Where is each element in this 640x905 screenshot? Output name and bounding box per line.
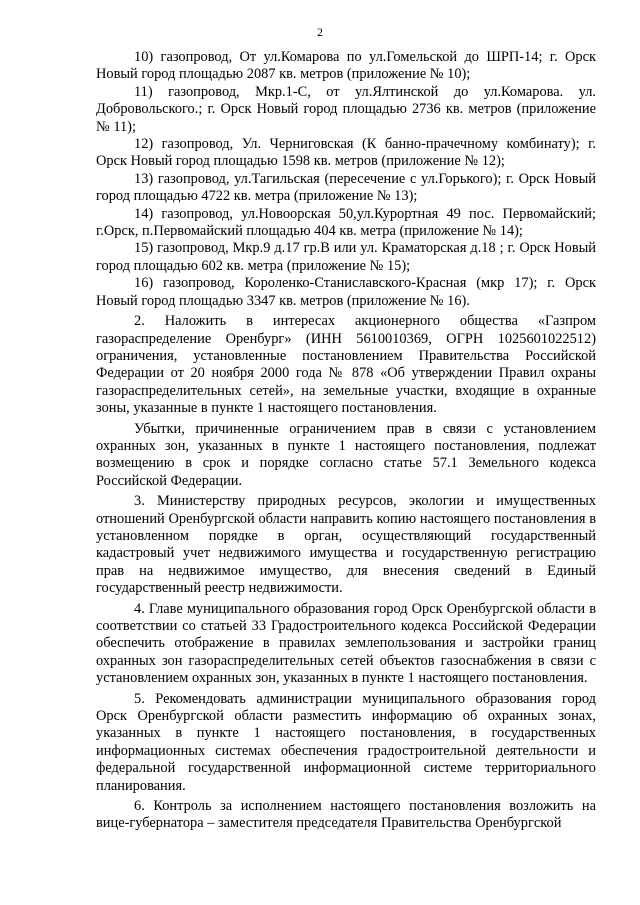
- document-body: [96, 49, 596, 833]
- list-item-14: 14) газопровод, ул.Новоорская 50,ул.Курортная 49 пос. Первомайский; г.Орск, п.Первомайский площадью 404 кв. метра (приложение № 14);: [96, 205, 596, 240]
- clause-5: 5. Рекомендовать администрации муниципального образования город Орск Оренбургской области разместить информацию об охранных зонах, указанных в пункте 1 настоящего постановления, в государственных информационных системах обеспечения градостроительной деятельности и федеральной государственной информационной системе территориального планирования.: [96, 690, 596, 794]
- list-item-12: 12) газопровод, Ул. Черниговская (К банно-прачечному комбинату); г. Орск Новый город площадью 1598 кв. метров (приложение № 12);: [96, 136, 596, 170]
- clause-2: 2. Наложить в интересах акционерного общества «Газпром газораспределение Оренбург» (ИНН 5610010369, ОГРН 1025601022512) ограничения, установленные постановлением Правительства Российской Федерации от 20 ноября 2000 года № 878 «Об утверждении Правил охраны газораспределительных сетей», на земельные участки, входящие в охранные зоны, указанные в пункте 1 настоящего постановления.: [96, 313, 596, 417]
- page-number: 2: [317, 25, 323, 39]
- list-item-11: 11) газопровод, Мкр.1-С, от ул.Ялтинской до ул.Комарова. ул. Добровольского.; г. Орск Новый город площадью 2736 кв. метров (приложение № 11);: [96, 83, 596, 135]
- clause-4: 4. Главе муниципального образования город Орск Оренбургской области в соответствии со статьей 33 Градостроительного кодекса Российской Федерации обеспечить отображение в правилах землепользования и застройки границ охранных зон газораспределительных сетей объектов газоснабжения в связи с установлением охранных зон, указанных в пункте 1 настоящего постановления.: [96, 600, 596, 687]
- list-item-10: 10) газопровод, От ул.Комарова по ул.Гомельской до ШРП-14; г. Орск Новый город площадью 2087 кв. метров (приложение № 10);: [96, 49, 596, 83]
- clause-2-losses: Убытки, причиненные ограничением прав в связи с установлением охранных зон, указанных в пункте 1 настоящего постановления, подлежат возмещению в срок и порядке согласно статье 57.1 Земельного кодекса Российской Федерации.: [96, 420, 596, 489]
- list-item-15: 15) газопровод, Мкр.9 д.17 гр.В или ул. Краматорская д.18 ; г. Орск Новый город площадью 602 кв. метра (приложение № 15);: [96, 240, 596, 274]
- list-item-13: 13) газопровод, ул.Тагильская (пересечение с ул.Горького); г. Орск Новый город площадью 4722 кв. метра (приложение № 13);: [96, 170, 596, 205]
- list-item-16: 16) газопровод, Короленко-Станиславского-Красная (мкр 17); г. Орск Новый город площадью 3347 кв. метров (приложение № 16).: [96, 275, 596, 309]
- clause-3: 3. Министерству природных ресурсов, экологии и имущественных отношений Оренбургской области направить копию настоящего постановления в установленном порядке в орган, осуществляющий государственный кадастровый учет недвижимого имущества и государственную регистрацию прав на недвижимое имущество, для внесения сведений в Единый государственный реестр недвижимости.: [96, 493, 596, 597]
- clause-6: 6. Контроль за исполнением настоящего постановления возложить на вице-губернатора – заместителя председателя Правительства Оренбургской: [96, 798, 596, 832]
